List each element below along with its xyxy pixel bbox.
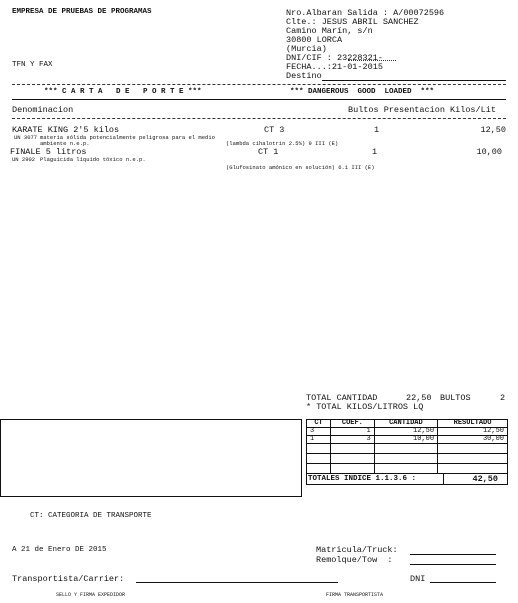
client-dni: DNI/CIF : 23228321- <box>286 53 383 63</box>
table-row <box>307 464 508 474</box>
table-row <box>307 454 508 464</box>
ct-legend: CT: CATEGORIA DE TRANSPORTE <box>30 512 152 520</box>
ct-cell: 12,50 <box>374 428 437 436</box>
transportista-label: Transportista/Carrier: <box>12 574 125 584</box>
table-row <box>307 436 508 444</box>
phone-fax: TFN Y FAX <box>12 61 53 69</box>
carta-de-porte-title: *** C A R T A D E P O R T E *** <box>44 88 202 96</box>
item-desc: Plaguicida líquido tóxico n.e.p. <box>40 156 146 163</box>
remolque-label: Remolque/Tow : <box>316 555 393 565</box>
document-date: FECHA...:21-01-2015 <box>286 62 383 72</box>
item-name: KARATE KING 2'5 kilos <box>12 125 120 135</box>
remolque-line <box>410 564 496 565</box>
client-province: (Murcia) <box>286 44 327 54</box>
company-name: EMPRESA DE PRUEBAS DE PROGRAMAS <box>12 8 152 16</box>
total-kilos-label: * TOTAL KILOS/LITROS LQ <box>306 402 424 412</box>
header-columns: Bultos Presentacion Kilos/Lit <box>348 105 496 115</box>
stamp-box <box>0 419 302 497</box>
transportista-line <box>136 582 338 583</box>
ct-table-header <box>307 420 508 428</box>
dni-underline <box>348 60 396 61</box>
item-un: UN 3077 <box>14 134 38 141</box>
dangerous-goods-title: *** DANGEROUS GOOD LOADED *** <box>290 88 435 96</box>
item-desc: materia sólida potencialmente peligrosa para el medio <box>40 134 215 141</box>
header-denominacion: Denominacion <box>12 105 74 115</box>
header-dashed-rule <box>12 118 506 119</box>
banner-rule <box>12 99 506 100</box>
firma-transportista: FIRMA TRANSPORTISTA <box>326 592 384 598</box>
item-bultos: 1 <box>374 125 380 135</box>
ct-cell: 30,00 <box>438 436 508 444</box>
ct-header-coef: COEF. <box>331 420 375 428</box>
matricula-label: Matricula/Truck: <box>316 545 398 555</box>
item-kilos: 10,00 <box>476 147 502 157</box>
item-kilos: 12,50 <box>480 125 506 135</box>
ct-total-value: 42,50 <box>472 474 498 484</box>
ct-cell: 10,00 <box>374 436 437 444</box>
ct-total-divider <box>443 473 444 485</box>
total-cantidad-label: TOTAL CANTIDAD <box>306 393 378 403</box>
place-date: A 21 de Enero DE 2015 <box>12 546 107 554</box>
table-row <box>307 428 508 436</box>
item-desc: ambiente n.e.p. <box>40 140 90 147</box>
ct-total-label: TOTALES INDICE 1.1.3.6 : <box>308 475 417 483</box>
item-ct: CT 3 <box>264 125 285 135</box>
ct-header-cantidad: CANTIDAD <box>374 420 437 428</box>
ct-cell: 1 <box>307 436 331 444</box>
total-cantidad-value: 22,50 <box>406 393 432 403</box>
matricula-line <box>410 554 496 555</box>
item-note: (Glufosinato amónico en solución) 6.1 III (E) <box>226 164 375 171</box>
ct-header-resultado: RESULTADO <box>438 420 508 428</box>
destino-line <box>322 80 506 81</box>
dni-label: DNI <box>410 574 426 584</box>
ct-table <box>306 419 508 474</box>
client-city: 30800 LORCA <box>286 35 343 45</box>
total-bultos-value: 2 <box>500 393 506 403</box>
client-name: Clte.: JESUS ABRIL SANCHEZ <box>286 17 419 27</box>
item-ct: CT 1 <box>258 147 279 157</box>
top-dashed-rule <box>12 84 506 85</box>
dni-line <box>430 582 496 583</box>
ct-cell: 3 <box>331 436 375 444</box>
ct-cell: 1 <box>331 428 375 436</box>
item-un: UN 2902 <box>12 156 36 163</box>
client-address: Camino Marín, s/n <box>286 26 373 36</box>
ct-header-ct: CT <box>307 420 331 428</box>
sello-firma-expedidor: SELLO Y FIRMA EXPEDIDOR <box>56 592 126 598</box>
albaran-number: Nro.Albaran Salida : A/00072596 <box>286 8 445 18</box>
destino-label: Destino <box>286 71 322 81</box>
table-row <box>307 444 508 454</box>
total-bultos-label: BULTOS <box>440 393 471 403</box>
ct-cell: 12,50 <box>438 428 508 436</box>
item-bultos: 1 <box>372 147 378 157</box>
ct-cell: 3 <box>307 428 331 436</box>
item-name: FINALE 5 litros <box>10 147 87 157</box>
item-note: (lambda cihalotrin 2.5%) 9 III (E) <box>226 140 339 147</box>
